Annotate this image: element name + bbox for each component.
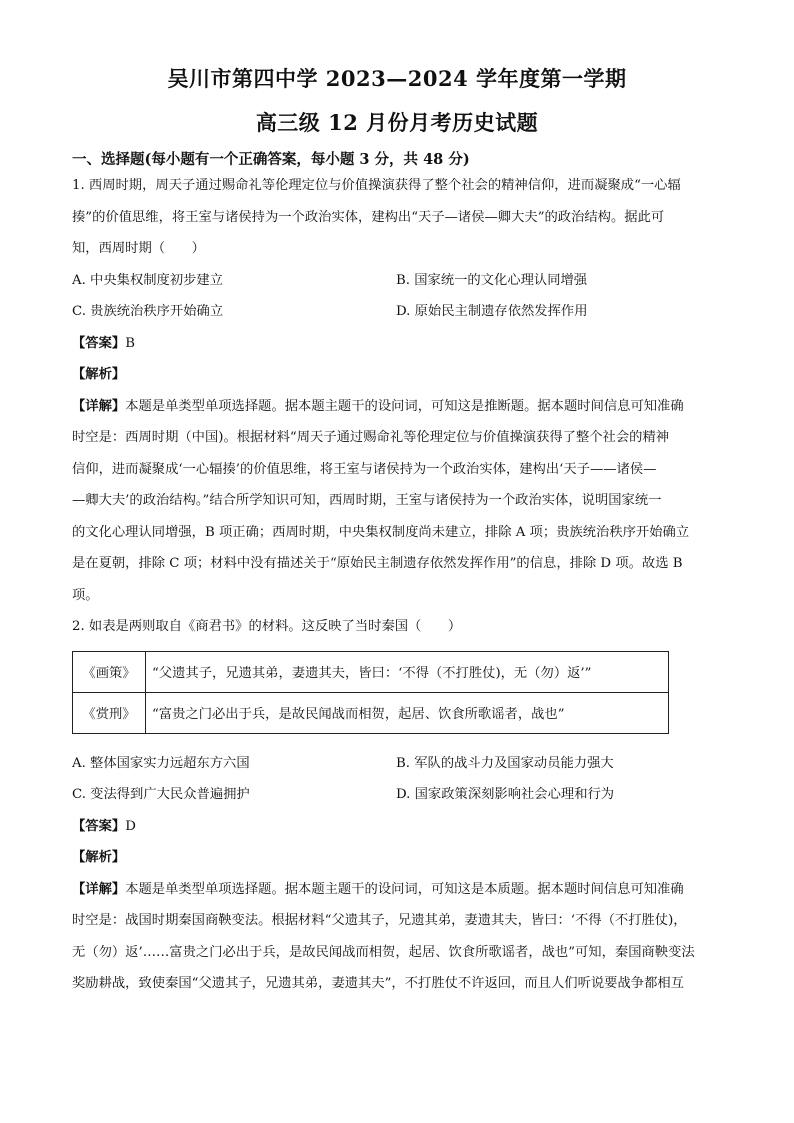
q1-option-d[interactable]: D. 原始民主制遗存依然发挥作用: [396, 304, 588, 319]
q2-options: [72, 748, 722, 811]
answer-value: D: [125, 818, 136, 834]
q2-material-table: [72, 651, 669, 734]
q1-stem-line: 揍”的价值思维，将王室与诸侯持为一个政治实体，建构出“天子—诸侯—卿大夫”的政治结构。据此可: [72, 209, 665, 225]
answer-value: B: [125, 335, 135, 351]
table-row: [73, 692, 669, 733]
table-source-cell: 《赏刑》: [73, 692, 146, 733]
detail-tag: 【详解】: [72, 881, 126, 897]
q1-detail-line: 时空是：西周时期（中国)。根据材料“周天子通过赐命礼等伦理定位与价值操演获得了整个社会的精神: [72, 430, 670, 445]
q1-options: [72, 265, 722, 328]
q1-detail-line: 的文化心理认同增强，B 项正确；西周时期，中央集权制度尚未建立，排除 A 项；贵族统治秩序开始确立: [72, 524, 690, 540]
detail-text: 本题是单类型单项选择题。据本题主题干的设问词，可知这是本质题。据本题时间信息可知准确: [125, 881, 684, 897]
q2-stem: 2. 如表是两则取自《商君书》的材料。这反映了当时秦国（ ）: [72, 619, 462, 634]
answer-tag: 【答案】: [72, 335, 126, 351]
detail-text: 本题是单类型单项选择题。据本题主题干的设问词，可知这是推断题。据本题时间信息可知准确: [125, 398, 684, 414]
exam-subtitle: 高三级 12 月份月考历史试题: [255, 110, 539, 135]
section-heading: 一、选择题(每小题有一个正确答案，每小题 3 分，共 48 分): [72, 151, 470, 168]
q1-option-b[interactable]: B. 国家统一的文化心理认同增强: [396, 272, 588, 288]
q1-analysis-tag: 【解析】: [72, 367, 126, 382]
q2-detail-line: 无（勿）返’……富贵之门必出于兵，是故民闻战而相贺，起居、饮食所歌谣者，战也”可知，秦国商鞅变法: [72, 944, 695, 960]
q2-option-c[interactable]: C. 变法得到广大民众普遍拥护: [72, 787, 250, 802]
q1-answer: [72, 328, 722, 360]
q2-answer: [72, 811, 722, 843]
q1-option-c[interactable]: C. 贵族统治秩序开始确立: [72, 304, 224, 319]
q1-detail-line: 项。: [72, 587, 99, 603]
q2-option-a[interactable]: A. 整体国家实力远超东方六国: [72, 755, 250, 771]
q2-detail-line: 奖励耕战，致使秦国“父遗其子，兄遗其弟，妻遗其夫”，不打胜仗不许返回，而且人们听说要战争都相互: [72, 976, 684, 991]
q1-detail-line: 信仰，进而凝聚成‘一心辐揍’的价值思维，将王室与诸侯持为一个政治实体，建构出‘天子——诸侯—: [72, 461, 657, 477]
q1-detail-line: 是在夏朝，排除 C 项；材料中没有描述关于“原始民主制遗存依然发挥作用”的信息，排除 D 项。故选 B: [72, 556, 683, 571]
q1-detail-line: —卿大夫’的政治结构。”结合所学知识可知，西周时期，王室与诸侯持为一个政治实体，说明国家统一: [72, 493, 662, 508]
question-1: [72, 170, 722, 611]
q2-detail-line: 时空是：战国时期秦国商鞅变法。根据材料“父遗其子，兄遗其弟，妻遗其夫，皆曰：‘不得（不打胜仗)，: [72, 913, 687, 928]
q2-option-d[interactable]: D. 国家政策深刻影响社会心理和行为: [396, 787, 615, 802]
table-text-cell: “父遗其子，兄遗其弟，妻遗其夫，皆曰：‘不得（不打胜仗)，无（勿）返’”: [146, 651, 669, 692]
table-text-cell: “富贵之门必出于兵，是故民闻战而相贺，起居、饮食所歌谣者，战也”: [146, 692, 669, 733]
q1-stem-line: 1. 西周时期，周天子通过赐命礼等伦理定位与价值操演获得了整个社会的精神信仰，进而凝聚成“一心辐: [72, 178, 681, 193]
table-row: [73, 651, 669, 692]
q1-detail-line: [72, 391, 722, 423]
table-source-cell: 《画策》: [73, 651, 146, 692]
q2-option-b[interactable]: B. 军队的战斗力及国家动员能力强大: [396, 755, 614, 771]
answer-tag: 【答案】: [72, 818, 126, 834]
q2-detail-line: [72, 874, 722, 906]
exam-title: 吴川市第四中学 2023—2024 学年度第一学期: [167, 66, 627, 91]
q1-stem-line: 知，西周时期（ ）: [72, 241, 205, 256]
detail-tag: 【详解】: [72, 398, 126, 414]
exam-page: [72, 64, 722, 1000]
q1-option-a[interactable]: A. 中央集权制度初步建立: [72, 272, 224, 288]
question-2: [72, 611, 722, 1000]
q2-analysis-tag: 【解析】: [72, 850, 126, 865]
